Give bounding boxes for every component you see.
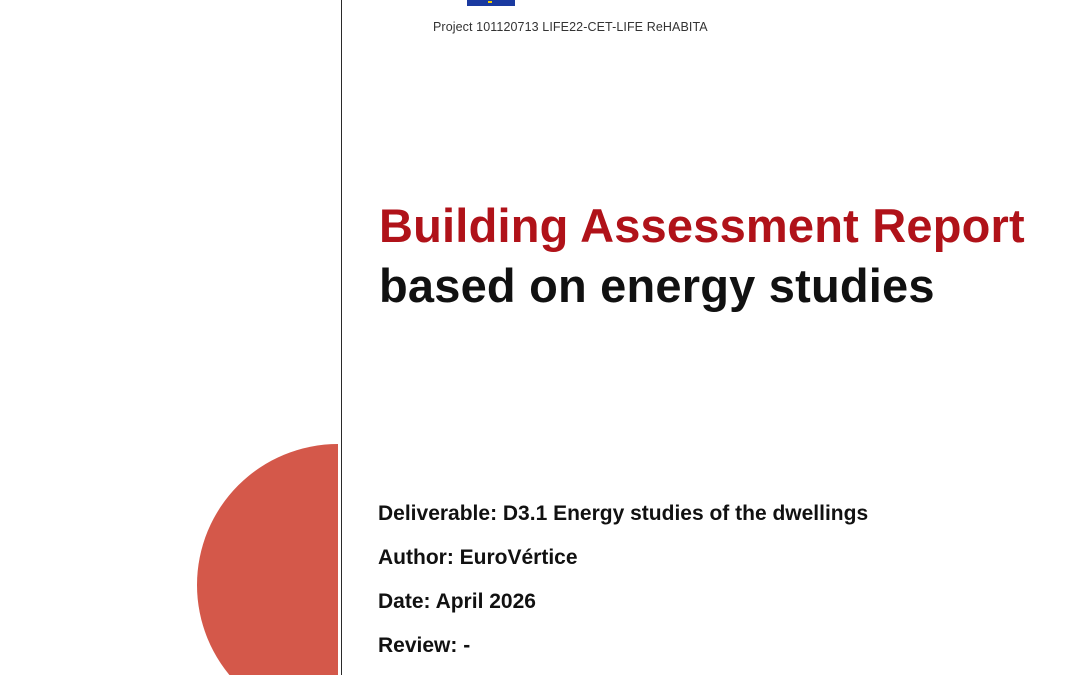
date-line: Date: April 2026 [378, 590, 536, 613]
deliverable-line: Deliverable: D3.1 Energy studies of the dwellings [378, 502, 869, 525]
report-title: Building Assessment Report [379, 199, 1025, 252]
eu-flag-star [488, 1, 492, 3]
review-line: Review: - [378, 634, 471, 657]
project-reference: Project 101120713 LIFE22-CET-LIFE ReHABITA [433, 20, 708, 34]
decorative-half-circle [197, 444, 338, 675]
eu-flag-icon [467, 0, 515, 6]
report-subtitle: based on energy studies [379, 259, 935, 312]
author-line: Author: EuroVértice [378, 546, 578, 569]
vertical-divider [341, 0, 342, 675]
